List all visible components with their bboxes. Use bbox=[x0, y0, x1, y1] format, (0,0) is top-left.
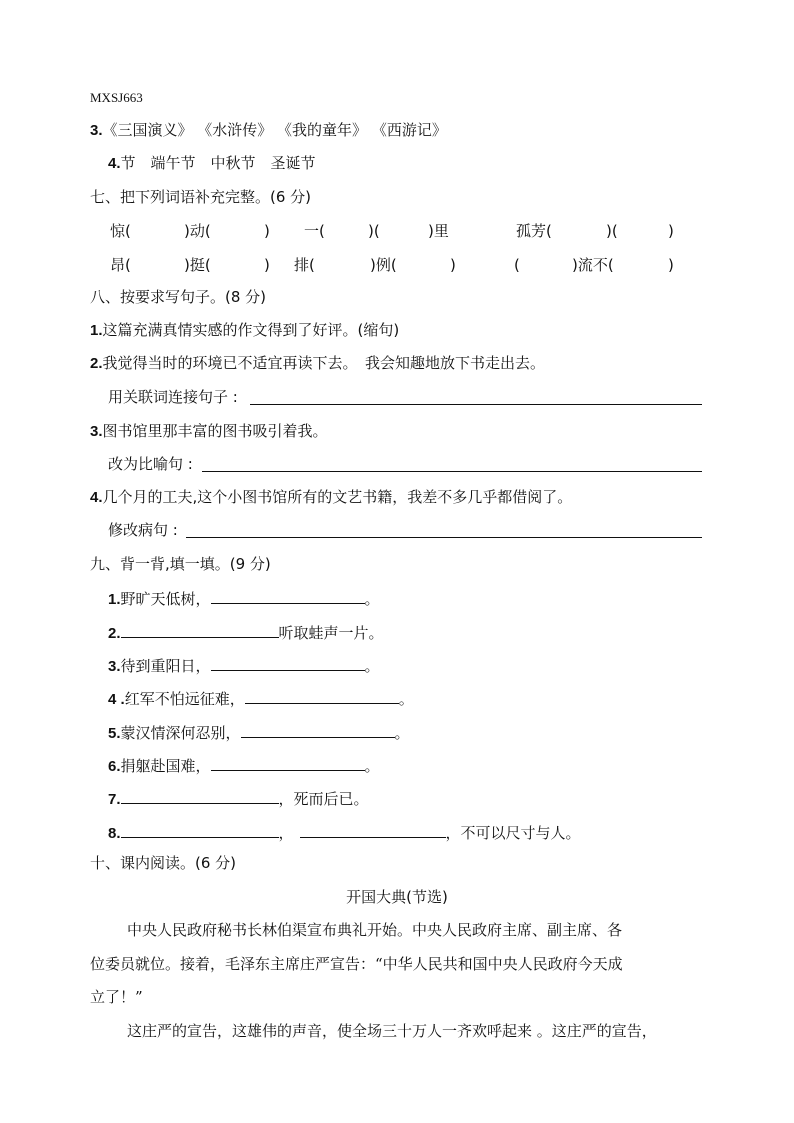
passage-line: 中央人民政府秘书长林伯渠宣布典礼开始。中央人民政府主席、副主席、各 bbox=[127, 921, 623, 939]
fill-blank-segment: )里 bbox=[428, 222, 449, 240]
fill-blank-segment: 孤芳( bbox=[516, 222, 552, 240]
fill-blank[interactable] bbox=[211, 754, 365, 771]
header-code: MXSJ663 bbox=[90, 90, 143, 105]
fill-blank-segment: 一( bbox=[304, 222, 325, 240]
fill-blank-segment: )( bbox=[606, 222, 618, 240]
section8-q4 bbox=[90, 487, 572, 508]
answer-q3 bbox=[90, 120, 447, 141]
fill-blank-segment: )( bbox=[368, 222, 380, 240]
q-number: 5. bbox=[108, 725, 121, 742]
poem-text: 待到重阳日， bbox=[120, 657, 211, 675]
answer-q3-number: 3. bbox=[90, 122, 103, 139]
section8-q2-prompt: 用关联词连接句子 : bbox=[108, 388, 238, 406]
poem-item-6 bbox=[108, 754, 380, 777]
poem-text: 。 bbox=[364, 757, 380, 775]
answer-q3-text: 《三国演义》 《水浒传》 《我的童年》 《西游记》 bbox=[102, 121, 447, 139]
section7-title: 七、把下列词语补充完整。(6 分) bbox=[90, 188, 312, 206]
poem-item-4 bbox=[108, 687, 414, 710]
fill-blank-segment: ) bbox=[668, 256, 674, 274]
poem-item-2 bbox=[108, 621, 384, 644]
poem-text: 。 bbox=[398, 690, 414, 708]
fill-blank[interactable] bbox=[245, 687, 399, 704]
answer-q4-number: 4. bbox=[108, 155, 121, 172]
passage-line: 这庄严的宣告，这雄伟的声音，使全场三十万人一齐欢呼起来 。这庄严的宣告， bbox=[127, 1022, 657, 1040]
q-number: 4 . bbox=[108, 691, 125, 708]
q-text: 这篇充满真情实感的作文得到了好评。(缩句) bbox=[102, 321, 400, 339]
passage-line: 位委员就位。接着，毛泽东主席庄严宣告：“中华人民共和国中央人民政府今天成 bbox=[90, 955, 623, 973]
q-number: 8. bbox=[108, 825, 121, 842]
section8-q3 bbox=[90, 421, 328, 442]
fill-blank[interactable] bbox=[300, 821, 446, 838]
passage-line: 立了！” bbox=[90, 988, 143, 1006]
q-text: 几个月的工夫,这个小图书馆所有的文艺书籍，我差不多几乎都借阅了。 bbox=[102, 488, 573, 506]
fill-blank-segment: ) bbox=[264, 256, 270, 274]
fill-blank-segment: ( bbox=[514, 256, 520, 274]
fill-blank-segment: )例( bbox=[370, 256, 397, 274]
poem-item-7 bbox=[108, 787, 369, 810]
q-number: 7. bbox=[108, 791, 121, 808]
fill-blank-segment: 惊( bbox=[110, 222, 131, 240]
poem-item-5 bbox=[108, 721, 410, 744]
fill-blank-segment: 排( bbox=[294, 256, 315, 274]
poem-text: ，死而后已。 bbox=[278, 790, 369, 808]
poem-text: 。 bbox=[364, 657, 380, 675]
section8-q4-prompt: 修改病句 : bbox=[108, 521, 178, 539]
q-text: 图书馆里那丰富的图书吸引着我。 bbox=[102, 422, 328, 440]
poem-text: 听取蛙声一片。 bbox=[278, 624, 384, 642]
q-number: 3. bbox=[108, 658, 121, 675]
section8-q1 bbox=[90, 320, 399, 341]
poem-text: 野旷天低树， bbox=[120, 590, 211, 608]
answer-line[interactable] bbox=[202, 471, 702, 472]
q-number: 3. bbox=[90, 423, 103, 440]
answer-line[interactable] bbox=[186, 537, 702, 538]
answer-line[interactable] bbox=[250, 404, 702, 405]
section8-q3-prompt: 改为比喻句 : bbox=[108, 455, 193, 473]
poem-text: 蒙汉情深何忍别， bbox=[120, 724, 241, 742]
fill-blank[interactable] bbox=[211, 587, 365, 604]
poem-item-8 bbox=[108, 821, 581, 844]
q-number: 4. bbox=[90, 489, 103, 506]
fill-blank-segment: ) bbox=[668, 222, 674, 240]
answer-q4 bbox=[108, 153, 316, 174]
q-number: 6. bbox=[108, 758, 121, 775]
poem-text: 捐躯赴国难， bbox=[120, 757, 211, 775]
poem-item-1 bbox=[108, 587, 380, 610]
fill-blank-segment: ) bbox=[264, 222, 270, 240]
answer-q4-text: 节 端午节 中秋节 圣诞节 bbox=[120, 154, 316, 172]
q-number: 1. bbox=[108, 591, 121, 608]
q-number: 2. bbox=[90, 355, 103, 372]
poem-item-3 bbox=[108, 654, 380, 677]
section9-title: 九、背一背,填一填。(9 分) bbox=[90, 555, 271, 573]
q-text: 我觉得当时的环境已不适宜再读下去。 我会知趣地放下书走出去。 bbox=[102, 354, 546, 372]
fill-blank[interactable] bbox=[121, 787, 279, 804]
poem-text: ，不可以尺寸与人。 bbox=[445, 824, 581, 842]
fill-blank[interactable] bbox=[241, 721, 395, 738]
fill-blank-segment: 昂( bbox=[110, 256, 131, 274]
passage-title: 开国大典(节选) bbox=[346, 888, 448, 906]
poem-text: 。 bbox=[394, 724, 410, 742]
q-number: 1. bbox=[90, 322, 103, 339]
fill-blank[interactable] bbox=[211, 654, 365, 671]
fill-blank[interactable] bbox=[121, 821, 279, 838]
poem-text: ， bbox=[278, 824, 294, 842]
poem-text: 红军不怕远征难， bbox=[124, 690, 245, 708]
poem-text: 。 bbox=[364, 590, 380, 608]
fill-blank-segment: )动( bbox=[184, 222, 211, 240]
fill-blank-segment: )流不( bbox=[572, 256, 614, 274]
fill-blank[interactable] bbox=[121, 621, 279, 638]
q-number: 2. bbox=[108, 625, 121, 642]
section10-title: 十、课内阅读。(6 分) bbox=[90, 854, 237, 872]
section8-title: 八、按要求写句子。(8 分) bbox=[90, 288, 267, 306]
fill-blank-segment: )挺( bbox=[184, 256, 211, 274]
section8-q2 bbox=[90, 353, 545, 374]
fill-blank-segment: ) bbox=[450, 256, 456, 274]
